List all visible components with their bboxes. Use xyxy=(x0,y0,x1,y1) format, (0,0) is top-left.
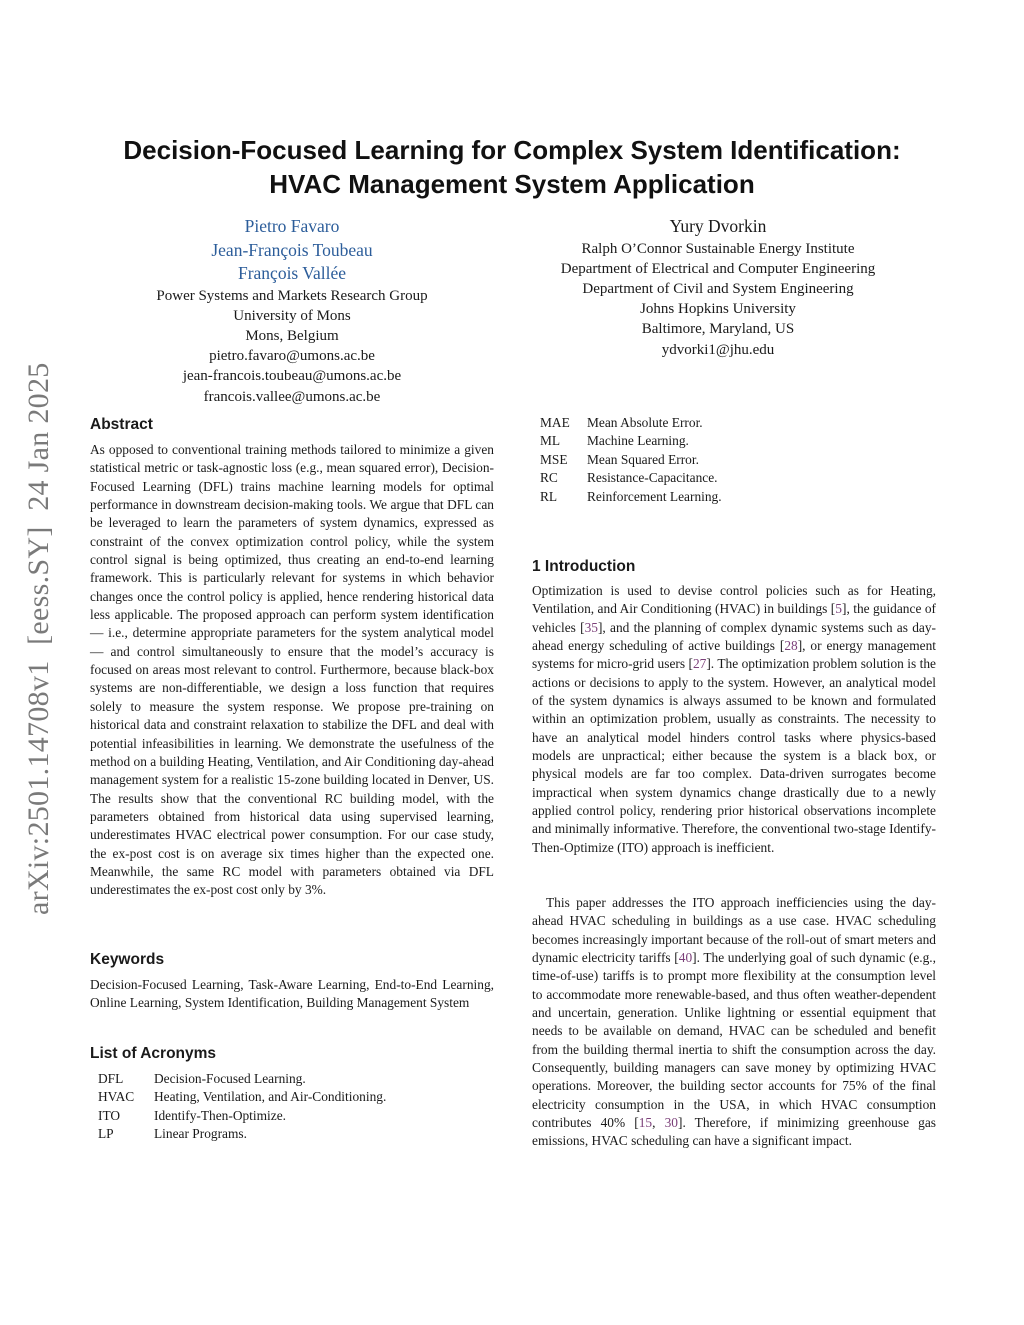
author-name[interactable]: Jean-François Toubeau xyxy=(211,239,373,260)
affiliation-line: Power Systems and Markets Research Group xyxy=(156,287,428,304)
author-email: francois.vallee@umons.ac.be xyxy=(203,388,381,405)
author-name: Yury Dvorkin xyxy=(669,216,767,236)
acronym-definition: Decision-Focused Learning. xyxy=(154,1071,306,1086)
keywords-heading: Keywords xyxy=(90,951,165,968)
acronym-definition: Identify-Then-Optimize. xyxy=(154,1107,286,1123)
acronym-row xyxy=(98,1088,386,1106)
affiliation-line: Johns Hopkins University xyxy=(640,301,796,318)
text: Optimization is used to devise control policies such as for Heating, Ventilation, and Air Conditioning (HVAC) in buildings [ xyxy=(532,583,936,617)
citation-link[interactable]: 40 xyxy=(678,950,693,966)
citation-link[interactable]: 27 xyxy=(692,656,707,672)
author-email: pietro.favaro@umons.ac.be xyxy=(209,348,375,365)
acronym-row xyxy=(98,1107,386,1125)
authors-right xyxy=(518,215,918,360)
citation-link[interactable]: 35 xyxy=(584,619,598,635)
acronyms-heading: List of Acronyms xyxy=(90,1045,217,1062)
abstract-heading: Abstract xyxy=(90,416,153,433)
text: , xyxy=(652,1115,665,1131)
acronym: ML xyxy=(540,433,561,449)
affiliation-line: Mons, Belgium xyxy=(245,327,339,344)
text: ], or energy management systems for micro-grid users [ xyxy=(532,638,936,672)
citation-link[interactable]: 30 xyxy=(664,1115,678,1131)
affiliation-line: Department of Civil and System Engineering xyxy=(582,280,854,297)
acronym-definition: Linear Programs. xyxy=(154,1126,247,1142)
acronym-row xyxy=(540,469,722,487)
text: ]. The underlying goal of such dynamic (e.g., time-of-use) tariffs is to prompt more flexibility at the consumption level to accommodate more renewable-based, and thus often weather-dependent and uncertain, generation. Unlike lightning or essential equipment that needs to be available on demand, HVAC can be scheduled and benefit from the building thermal inertia to shift the consumption across the day. Consequently, building managers can save money by optimizing HVAC operations. Moreover, the building sector accounts for 75% of the final electricity consumption in the USA, in which HVAC consumption contributes 40% [ xyxy=(532,950,936,1131)
acronym-list-left xyxy=(98,1070,386,1144)
acronym-definition: Heating, Ventilation, and Air-Conditioning. xyxy=(154,1089,387,1105)
acronym-row xyxy=(540,451,722,469)
acronym: RC xyxy=(540,470,558,486)
introduction-heading: 1 Introduction xyxy=(532,558,636,575)
acronym-row xyxy=(98,1125,386,1143)
authors-left xyxy=(92,215,492,407)
acronym-row xyxy=(540,432,722,450)
paper-title xyxy=(0,133,1024,201)
arxiv-identifier: arXiv:2501.14708v1 [eess.SY] 24 Jan 2025 xyxy=(22,362,55,915)
citation-link[interactable]: 5 xyxy=(835,601,842,617)
affiliation-line: Department of Electrical and Computer Engineering xyxy=(560,260,876,277)
author-name[interactable]: François Vallée xyxy=(237,263,347,283)
affiliation-line: Ralph O’Connor Sustainable Energy Institute xyxy=(581,240,855,257)
abstract-text: As opposed to conventional training methods tailored to minimize a given statistical metric or task-agnostic loss (e.g., mean squared error), Decision-Focused Learning (DFL) trains machine learning models for optimal performance in downstream decision-making tools. We argue that DFL can be leveraged to learn the parameters of system dynamics, expressed as constraint of the convex optimization control policy, while the system control signal is being optimized, thus creating an end-to-end learning framework. This is particularly relevant for systems in which behavior changes once the control policy is applied, hence rendering historical data less applicable. The proposed approach can perform system identification — i.e., determine appropriate parameters for the system analytical model — and control simultaneously to ensure that the model’s accuracy is focused on areas most relevant to control. Furthermore, because black-box systems are non-differentiable, we design a loss function that requires solely to measure the system response. We propose pre-training on historical data and constraint relaxation to stabilize the DFL and deal with potential infeasibilities in learning. We demonstrate the usefulness of the method on a building Heating, Ventilation, and Air Conditioning day-ahead management system for a realistic 15-zone building located in Denver, US. The results show that the conventional RC building model, with the parameters obtained from historical data using supervised learning, underestimates HVAC electrical power consumption. For our case study, the ex-post cost is on average six times higher than the expected one. Meanwhile, the same RC model with parameters obtained via DFL underestimates the ex-post cost only by 3%. xyxy=(90,442,495,898)
author-name[interactable]: Pietro Favaro xyxy=(244,216,340,236)
acronym: ITO xyxy=(98,1107,121,1123)
keywords-text: Decision-Focused Learning, Task-Aware Learning, End-to-End Learning, Online Learning, System Identification, Building Management System xyxy=(90,977,494,1011)
acronym: LP xyxy=(98,1126,114,1142)
introduction-paragraph-2 xyxy=(532,894,936,1151)
affiliation-line: Baltimore, Maryland, US xyxy=(641,321,795,338)
title-line-1: Decision-Focused Learning for Complex System Identification: xyxy=(123,135,901,165)
author-email: jean-francois.toubeau@umons.ac.be xyxy=(182,368,402,385)
acronym-definition: Reinforcement Learning. xyxy=(587,488,722,504)
acronym-row xyxy=(540,414,722,432)
acronym-definition: Machine Learning. xyxy=(587,433,689,449)
affiliation-line: University of Mons xyxy=(233,307,351,324)
acronym-row xyxy=(98,1070,386,1088)
acronym: HVAC xyxy=(98,1089,135,1105)
acronym-definition: Resistance-Capacitance. xyxy=(587,470,718,486)
text: ]. The optimization problem solution is the actions or decisions to apply to the system. However, an analytical model of the system dynamics is always assumed to be known and formulated within an optimization problem, usually as constraints. The necessity to have an analytical model hinders control tasks where physics-based models are unpractical; either because the system is a black box, or physical models are far too complex. Data-driven surrogates become impractical when system dynamics change drastically due to a newly applied control policy, rendering prior historical observations incomplete and minimally informative. Therefore, the conventional two-stage Identify-Then-Optimize (ITO) approach is inefficient. xyxy=(532,656,936,855)
introduction-paragraph-1 xyxy=(532,582,936,857)
acronym-list-right xyxy=(540,414,722,506)
acronym: DFL xyxy=(98,1071,124,1086)
acronym-row xyxy=(540,488,722,506)
text: ], and the planning of complex dynamic systems such as day-ahead energy scheduling of active buildings [ xyxy=(532,619,936,654)
citation-link[interactable]: 15 xyxy=(638,1115,653,1131)
acronym-definition: Mean Absolute Error. xyxy=(587,415,703,430)
acronym-definition: Mean Squared Error. xyxy=(587,451,699,467)
text: This paper addresses the ITO approach inefficiencies using the day-ahead HVAC scheduling in buildings as a use case. HVAC scheduling becomes increasingly important because of the roll-out of smart meters and dynamic electricity tariffs [ xyxy=(532,895,936,966)
acronym: MAE xyxy=(540,415,570,430)
citation-link[interactable]: 28 xyxy=(784,638,798,654)
acronym: MSE xyxy=(540,451,568,467)
author-email: ydvorki1@jhu.edu xyxy=(661,341,775,358)
title-line-2: HVAC Management System Application xyxy=(269,169,755,199)
acronym: RL xyxy=(540,488,558,504)
text: ], the guidance of vehicles [ xyxy=(532,601,936,635)
text: ]. Therefore, if minimizing greenhouse gas emissions, HVAC scheduling can have a significant impact. xyxy=(532,1115,936,1149)
